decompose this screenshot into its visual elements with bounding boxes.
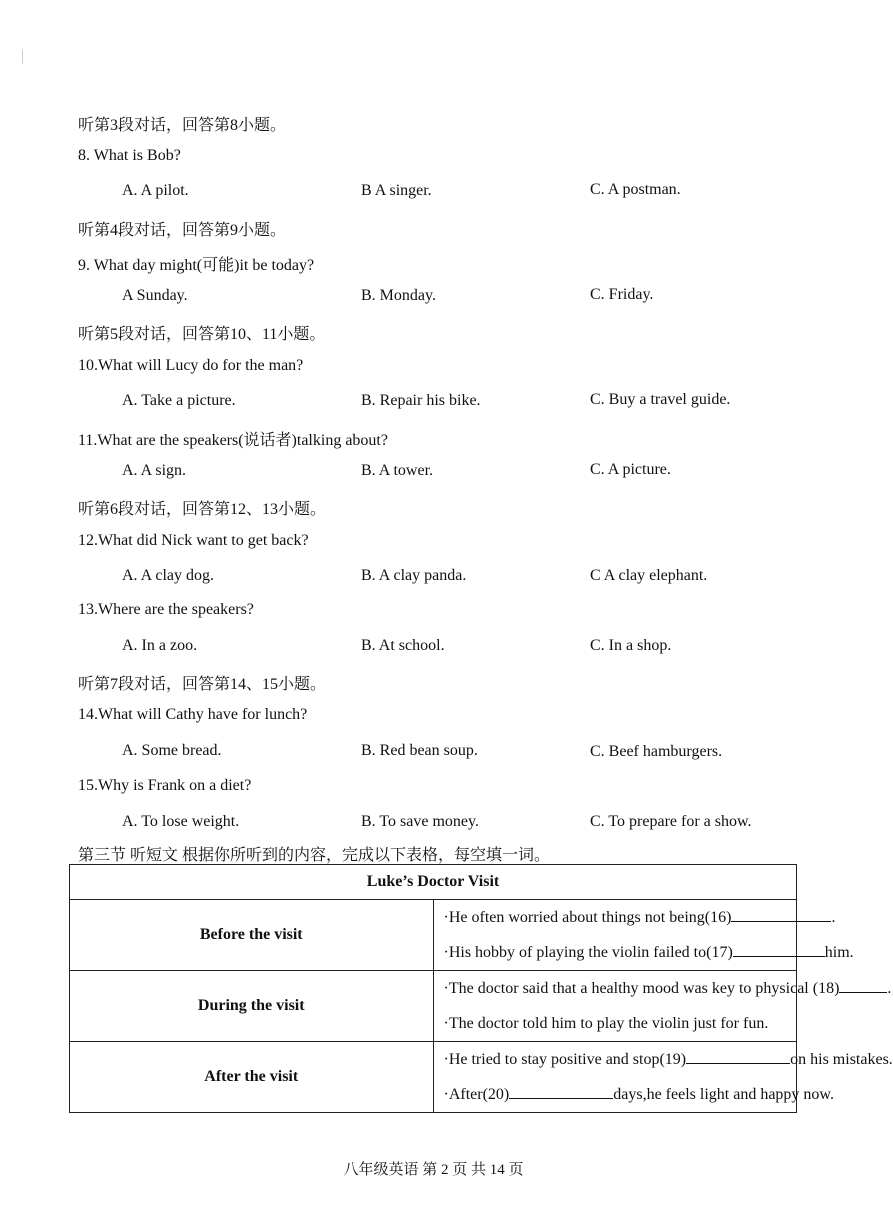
question-9-option-c: C. Friday. bbox=[590, 286, 654, 303]
question-12-option-c: C A clay elephant. bbox=[590, 567, 708, 584]
instruction-dialogue-7: 听第7段对话，回答第14、15小题。 bbox=[78, 676, 327, 693]
page-footer: 八年级英语 第 2 页 共 14 页 bbox=[343, 1162, 524, 1178]
table-row-after bbox=[70, 1042, 797, 1113]
question-14-option-a: A. Some bread. bbox=[122, 742, 222, 759]
line-17-text: ·His hobby of playing the violin failed to(17) bbox=[443, 944, 733, 961]
instruction-dialogue-5: 听第5段对话，回答第10、11小题。 bbox=[78, 326, 326, 343]
instruction-dialogue-6: 听第6段对话，回答第12、13小题。 bbox=[78, 501, 327, 518]
instruction-dialogue-3: 听第3段对话，回答第8小题。 bbox=[78, 117, 287, 134]
content-line-19 bbox=[443, 1042, 893, 1077]
question-13-option-a: A. In a zoo. bbox=[122, 637, 198, 654]
table-title: Luke’s Doctor Visit bbox=[70, 865, 797, 900]
line-16-end: . bbox=[831, 909, 836, 926]
question-9-option-b: B. Monday. bbox=[361, 287, 436, 304]
line-20-end: days,he feels light and happy now. bbox=[613, 1086, 834, 1103]
row-content-before bbox=[433, 900, 854, 971]
question-15-option-c: C. To prepare for a show. bbox=[590, 813, 752, 830]
line-17-end: him. bbox=[824, 944, 854, 961]
question-11: 11.What are the speakers(说话者)talking about? bbox=[78, 432, 388, 449]
line-violin-text: ·The doctor told him to play the violin just for fun. bbox=[443, 1015, 769, 1032]
question-10-option-a: A. Take a picture. bbox=[122, 392, 236, 409]
blank-19[interactable] bbox=[686, 1049, 790, 1064]
question-8-option-b: B A singer. bbox=[361, 182, 432, 199]
content-line-violin bbox=[444, 1006, 797, 1041]
line-19-text: ·He tried to stay positive and stop(19) bbox=[443, 1051, 687, 1068]
content-line-16 bbox=[443, 900, 836, 935]
doctor-visit-table bbox=[69, 864, 893, 1113]
line-20-text: ·After(20) bbox=[443, 1086, 510, 1103]
question-8-option-a: A. A pilot. bbox=[122, 182, 189, 199]
question-8-option-c: C. A postman. bbox=[590, 181, 681, 198]
instruction-dialogue-4: 听第4段对话，回答第9小题。 bbox=[78, 222, 287, 239]
question-13-option-c: C. In a shop. bbox=[590, 637, 672, 654]
row-label-before: Before the visit bbox=[70, 900, 434, 971]
question-12: 12.What did Nick want to get back? bbox=[78, 532, 309, 549]
question-11-option-c: C. A picture. bbox=[590, 461, 671, 478]
question-14-option-c: C. Beef hamburgers. bbox=[590, 743, 723, 760]
table-row-during bbox=[70, 971, 797, 1042]
question-10-option-c: C. Buy a travel guide. bbox=[590, 391, 731, 408]
question-13-option-b: B. At school. bbox=[361, 637, 445, 654]
line-18-text: ·The doctor said that a healthy mood was key to physical (18) bbox=[443, 980, 840, 997]
question-15: 15.Why is Frank on a diet? bbox=[78, 777, 252, 794]
question-9-option-a: A Sunday. bbox=[122, 287, 188, 304]
question-12-option-b: B. A clay panda. bbox=[361, 567, 467, 584]
content-line-20 bbox=[443, 1077, 834, 1112]
question-11-option-a: A. A sign. bbox=[122, 462, 187, 479]
blank-20[interactable] bbox=[509, 1084, 613, 1099]
line-16-text: ·He often worried about things not being(16) bbox=[443, 909, 732, 926]
blank-18[interactable] bbox=[839, 978, 887, 993]
question-10-option-b: B. Repair his bike. bbox=[361, 392, 481, 409]
row-content-during bbox=[433, 971, 892, 1042]
content-line-18 bbox=[443, 971, 892, 1006]
question-10: 10.What will Lucy do for the man? bbox=[78, 357, 304, 374]
row-label-during: During the visit bbox=[70, 971, 434, 1042]
question-8: 8. What is Bob? bbox=[78, 147, 181, 164]
question-14: 14.What will Cathy have for lunch? bbox=[78, 706, 308, 723]
section-3-heading: 第三节 听短文 根据你所听到的内容，完成以下表格，每空填一词。 bbox=[78, 847, 551, 864]
question-15-option-b: B. To save money. bbox=[361, 813, 479, 830]
question-11-option-b: B. A tower. bbox=[361, 462, 434, 479]
blank-17[interactable] bbox=[733, 942, 825, 957]
question-9: 9. What day might(可能)it be today? bbox=[78, 257, 315, 274]
table-row-before bbox=[70, 900, 797, 971]
question-15-option-a: A. To lose weight. bbox=[122, 813, 240, 830]
question-12-option-a: A. A clay dog. bbox=[122, 567, 214, 584]
question-13: 13.Where are the speakers? bbox=[78, 601, 254, 618]
line-18-end: . bbox=[887, 980, 892, 997]
line-19-end: on his mistakes. bbox=[790, 1051, 893, 1068]
scan-mark bbox=[22, 50, 23, 64]
blank-16[interactable] bbox=[731, 907, 831, 922]
question-14-option-b: B. Red bean soup. bbox=[361, 742, 478, 759]
row-label-after: After the visit bbox=[70, 1042, 434, 1113]
row-content-after bbox=[433, 1042, 893, 1113]
content-line-17 bbox=[443, 935, 854, 970]
